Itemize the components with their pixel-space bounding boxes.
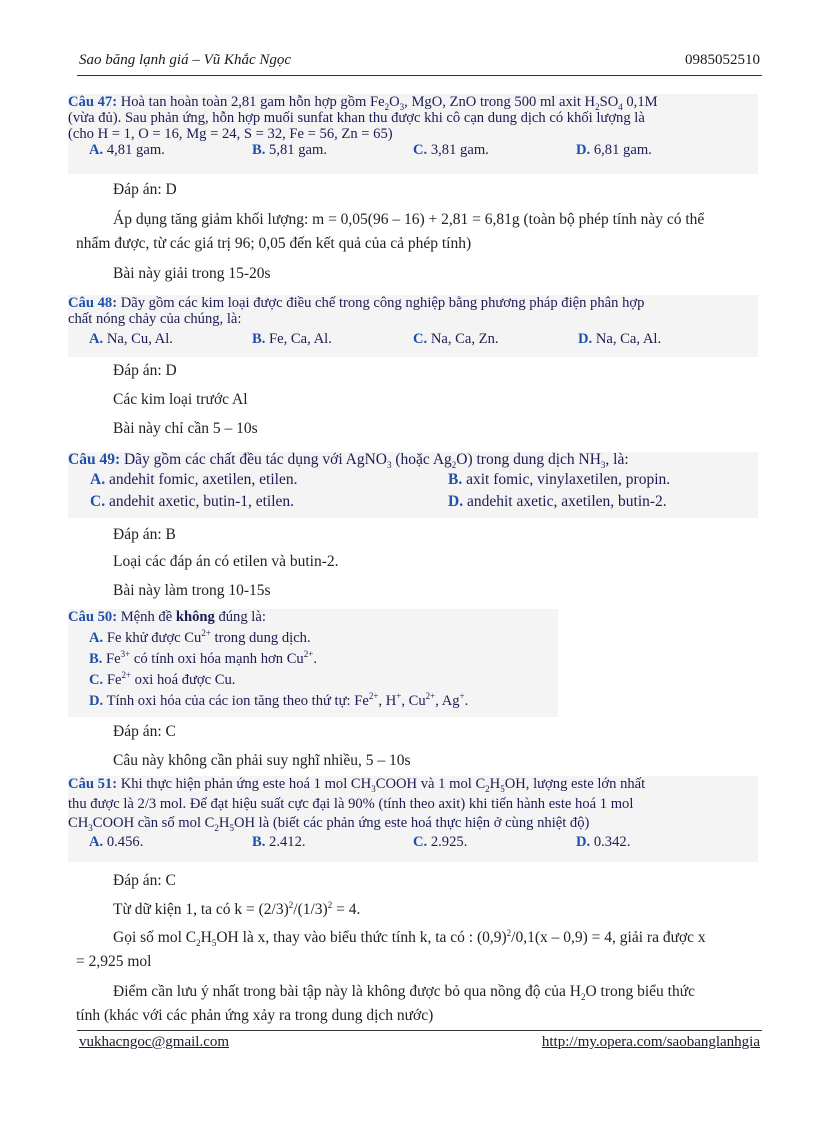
q50-option-a: A. Fe khử được $Cu^{2+}$ trong dung dịch. [89, 628, 311, 646]
q49-answer: Đáp án: B [113, 526, 176, 543]
option-a: A. Na, Cu, Al. [89, 331, 173, 347]
q50-line1: Câu 50: Mệnh đề không đúng là: [68, 609, 266, 625]
q47-line1: Câu 47: Hoà tan hoàn toàn 2,81 gam hỗn hợp gồm $Fe_2O_3$, MgO, ZnO trong 500 ml axit $H_2SO_4$ 0,1M [68, 94, 658, 112]
q49-explain-1: Loại các đáp án có etilen và butin-2. [113, 553, 339, 570]
q49-options-1 [68, 472, 758, 494]
q47-line2: (vừa đủ). Sau phản ứng, hỗn hợp muối sunfat khan thu được khi cô cạn dung dịch có khối lượng là [68, 110, 645, 126]
footer-email-link[interactable]: vukhacngoc@gmail.com [79, 1034, 230, 1050]
question-48 [68, 295, 758, 357]
question-51 [68, 776, 758, 862]
q48-line2: chất nóng chảy của chúng, là: [68, 311, 242, 327]
q49-line1: Câu 49: Dãy gồm các chất đều tác dụng với AgNO$_3$ (hoặc $Ag_2O$) trong dung dịch $NH_3$, là: [68, 451, 629, 471]
option-c: C. andehit axetic, butin-1, etilen. [90, 493, 295, 510]
q51-answer: Đáp án: C [113, 872, 176, 889]
q51-line1: Câu 51: Khi thực hiện phản ứng este hoá 1 mol $CH_3COOH$ và 1 mol $C_2H_5OH$, lượng este lớn nhất [68, 776, 646, 794]
q49-time: Bài này làm trong 10-15s [113, 582, 271, 599]
q47-line3: (cho H = 1, O = 16, Mg = 24, S = 32, Fe = 56, Zn = 65) [68, 126, 393, 142]
option-b: B. 5,81 gam. [252, 142, 328, 158]
q48-options [68, 331, 758, 347]
q51-options [68, 834, 758, 852]
option-a: A. 0.456. [89, 834, 144, 850]
option-a: A. andehit fomic, axetilen, etilen. [90, 471, 298, 488]
q50-option-d: D. Tính oxi hóa của các ion tăng theo thứ tự: $Fe^{2+}$, H+, $Cu^{2+}$, Ag+. [89, 691, 469, 709]
q49-options-2 [68, 494, 758, 516]
option-b: B. 2.412. [252, 834, 306, 850]
header-phone: 0985052510 [685, 52, 760, 68]
q48-time: Bài này chỉ cần 5 – 10s [113, 420, 258, 437]
question-47 [68, 94, 758, 174]
q51-explain-1: Từ dữ kiện 1, ta có $k = (2/3)^2/(1/3)^2 = 4$. [113, 899, 361, 918]
q51-line3: $CH_3COOH$ cần số mol $C_2H_5OH$ là (biết các phản ứng este hoá thực hiện ở cùng nhiệt độ) [68, 815, 590, 833]
option-c: C. Na, Ca, Zn. [413, 331, 499, 347]
option-c: C. 2.925. [413, 834, 468, 850]
option-b: B. Fe, Ca, Al. [252, 331, 332, 347]
footer-url-link[interactable]: http://my.opera.com/saobanglanhgia [541, 1034, 760, 1050]
option-d: D. Na, Ca, Al. [578, 331, 662, 347]
q51-explain-4: Điểm cần lưu ý nhất trong bài tập này là không được bỏ qua nồng độ của $H_2O$ trong biểu thức [113, 983, 695, 1003]
q47-explain-1: Áp dụng tăng giảm khối lượng: m = 0,05(96 – 16) + 2,81 = 6,81g (toàn bộ phép tính này có thể [113, 211, 705, 228]
q47-time: Bài này giải trong 15-20s [113, 265, 271, 282]
option-d: D. andehit axetic, axetilen, butin-2. [448, 493, 667, 510]
header-title: Sao băng lạnh giá – Vũ Khắc Ngọc [79, 52, 292, 68]
q48-answer: Đáp án: D [113, 362, 177, 379]
option-d: D. 0.342. [576, 834, 631, 850]
q51-explain-2: Gọi số mol $C_2H_5OH$ là x, thay vào biểu thức tính k, ta có : $(0,9)^2/0,1(x - 0,9) = 4$, giải ra được x [113, 927, 706, 949]
page-header [77, 50, 762, 76]
question-50 [68, 609, 558, 717]
option-d: D. 6,81 gam. [576, 142, 652, 158]
option-a: A. 4,81 gam. [89, 142, 165, 158]
q47-answer: Đáp án: D [113, 181, 177, 198]
q48-explain-1: Các kim loại trước Al [113, 391, 248, 408]
option-b: B. axit fomic, vinylaxetilen, propin. [448, 471, 671, 488]
q50-explain-1: Câu này không cần phải suy nghĩ nhiều, 5 – 10s [113, 752, 411, 769]
q48-line1: Câu 48: Dãy gồm các kim loại được điều chế trong công nghiệp bằng phương pháp điện phân hợp [68, 295, 645, 311]
q50-answer: Đáp án: C [113, 723, 176, 740]
q51-explain-5: tính (khác với các phản ứng xảy ra trong dung dịch nước) [76, 1007, 434, 1024]
question-49 [68, 452, 758, 518]
q51-line2: thu được là 2/3 mol. Để đạt hiệu suất cực đại là 90% (tính theo axit) khi tiến hành este hoá 1 mol [68, 796, 634, 812]
q50-option-c: C. $Fe^{2+}$ oxi hoá được Cu. [89, 670, 236, 688]
q50-option-b: B. $Fe^{3+}$ có tính oxi hóa mạnh hơn $Cu^{2+}$. [89, 649, 317, 667]
q47-options [68, 142, 758, 158]
q51-explain-3: = 2,925 mol [76, 953, 152, 970]
option-c: C. 3,81 gam. [413, 142, 489, 158]
page-footer [77, 1030, 762, 1050]
q47-explain-2: nhẩm được, từ các giá trị 96; 0,05 đến kết quả của cả phép tính) [76, 235, 472, 252]
